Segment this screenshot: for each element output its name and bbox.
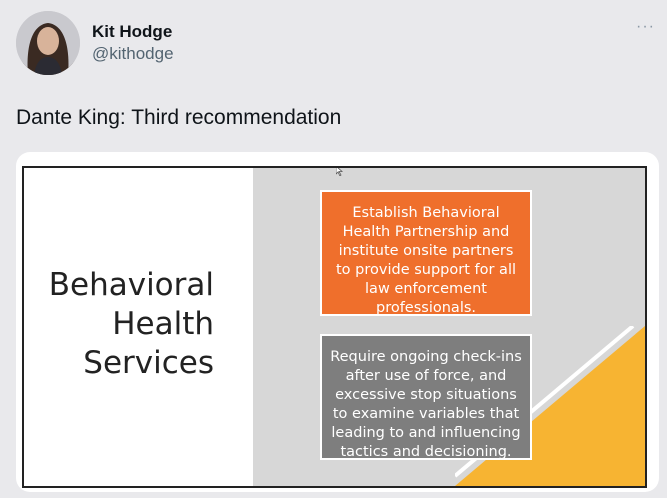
author-handle[interactable]: @kithodge <box>92 44 174 63</box>
tweet-text: Dante King: Third recommendation <box>16 106 342 129</box>
more-options-icon[interactable]: ··· <box>636 18 655 35</box>
slide-title-line-2: Health <box>112 306 214 342</box>
mouse-cursor-icon <box>336 166 344 178</box>
avatar[interactable] <box>16 11 80 75</box>
slide-title <box>24 266 214 383</box>
avatar-image <box>16 11 80 75</box>
author-name[interactable]: Kit Hodge <box>92 22 173 41</box>
recommendation-box-1: Establish Behavioral Health Partnership and institute onsite partners to provide support for all law enforcement professionals. <box>320 190 532 316</box>
slide-title-line-3: Services <box>83 345 214 381</box>
recommendation-box-2: Require ongoing check-ins after use of force, and excessive stop situations to examine variables that leading to and influencing tactics and decisioning. <box>320 334 532 460</box>
slide-title-line-1: Behavioral <box>48 267 214 303</box>
tweet-media[interactable] <box>16 152 659 492</box>
presentation-slide <box>22 166 647 488</box>
